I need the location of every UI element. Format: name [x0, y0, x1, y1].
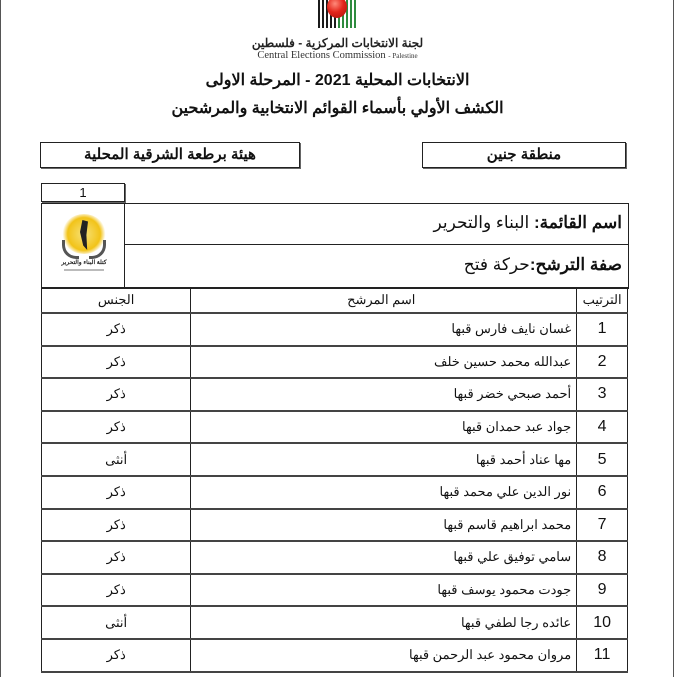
- cell-name: أحمد صبحي خضر قبها: [191, 378, 577, 411]
- cell-gender: ذكر: [42, 378, 191, 411]
- header-rank: الترتيب: [577, 288, 628, 314]
- cell-gender: ذكر: [42, 509, 191, 542]
- table-row: [42, 378, 628, 411]
- commission-name-english: [230, 50, 445, 61]
- party-logo-icon: [56, 212, 112, 278]
- table-row: [42, 313, 628, 346]
- cell-gender: أنثى: [42, 606, 191, 639]
- region-box: منطقة جنين: [422, 142, 626, 168]
- table-row: [42, 639, 628, 672]
- local-authority-box: هيئة برطعة الشرقية المحلية: [40, 142, 300, 168]
- logo-underline: [64, 269, 104, 271]
- cell-name: مها عناد أحمد قبها: [191, 443, 577, 476]
- cell-name: جودت محمود يوسف قبها: [191, 574, 577, 607]
- nomination-value: حركة فتح: [463, 255, 530, 274]
- cell-gender: أنثى: [42, 443, 191, 476]
- cell-rank: 7: [577, 509, 628, 542]
- list-name-label: اسم القائمة:: [533, 213, 622, 232]
- cell-gender: ذكر: [42, 411, 191, 444]
- cell-rank: 10: [577, 606, 628, 639]
- cell-rank: 8: [577, 541, 628, 574]
- cell-rank: 9: [577, 574, 628, 607]
- list-info-box: [41, 203, 629, 289]
- cell-name: سامي توفيق علي قبها: [191, 541, 577, 574]
- cell-gender: ذكر: [42, 313, 191, 346]
- cell-name: غسان نايف فارس قبها: [191, 313, 577, 346]
- cell-name: جواد عبد حمدان قبها: [191, 411, 577, 444]
- cell-name: عبدالله محمد حسين خلف: [191, 346, 577, 379]
- cell-gender: ذكر: [42, 541, 191, 574]
- commission-name-english-suffix: - Palestine: [388, 52, 418, 60]
- logo-wreath-left: [62, 240, 79, 259]
- cell-rank: 6: [577, 476, 628, 509]
- cell-gender: ذكر: [42, 476, 191, 509]
- table-row: [42, 346, 628, 379]
- list-name-row: [125, 204, 628, 245]
- party-logo-cell: [42, 204, 125, 288]
- table-row: [42, 541, 628, 574]
- candidates-table: [41, 287, 628, 673]
- table-row: [42, 443, 628, 476]
- table-row: [42, 476, 628, 509]
- cell-rank: 11: [577, 639, 628, 672]
- nomination-row: [125, 246, 628, 287]
- cell-rank: 5: [577, 443, 628, 476]
- cell-name: محمد ابراهيم قاسم قبها: [191, 509, 577, 542]
- cec-logo-icon: [318, 0, 356, 28]
- cell-rank: 3: [577, 378, 628, 411]
- table-row: [42, 411, 628, 444]
- logo-wreath-right: [89, 240, 106, 259]
- cell-name: مروان محمود عبد الرحمن قبها: [191, 639, 577, 672]
- party-logo-text: كتلة البناء والتحرير: [61, 260, 107, 266]
- table-row: [42, 606, 628, 639]
- cell-gender: ذكر: [42, 639, 191, 672]
- cell-gender: ذكر: [42, 346, 191, 379]
- cell-name: نور الدين علي محمد قبها: [191, 476, 577, 509]
- commission-name-arabic: لجنة الانتخابات المركزية - فلسطين: [251, 36, 424, 50]
- cell-name: عائده رجا لطفي قبها: [191, 606, 577, 639]
- document-title: الانتخابات المحلية 2021 - المرحلة الاولى: [205, 72, 470, 89]
- header-name: اسم المرشح: [191, 288, 577, 314]
- table-row: [42, 509, 628, 542]
- table-row: [42, 574, 628, 607]
- cell-rank: 1: [577, 313, 628, 346]
- commission-name-english-main: Central Elections Commission: [257, 50, 386, 61]
- cell-rank: 2: [577, 346, 628, 379]
- header-gender: الجنس: [42, 288, 191, 314]
- list-name-value: البناء والتحرير: [433, 213, 534, 232]
- cell-rank: 4: [577, 411, 628, 444]
- list-number-box: 1: [41, 183, 125, 202]
- nomination-label: صفة الترشح:: [529, 255, 622, 274]
- table-header-row: [42, 288, 628, 314]
- cell-gender: ذكر: [42, 574, 191, 607]
- document-subtitle: الكشف الأولي بأسماء القوائم الانتخابية والمرشحين: [171, 100, 504, 117]
